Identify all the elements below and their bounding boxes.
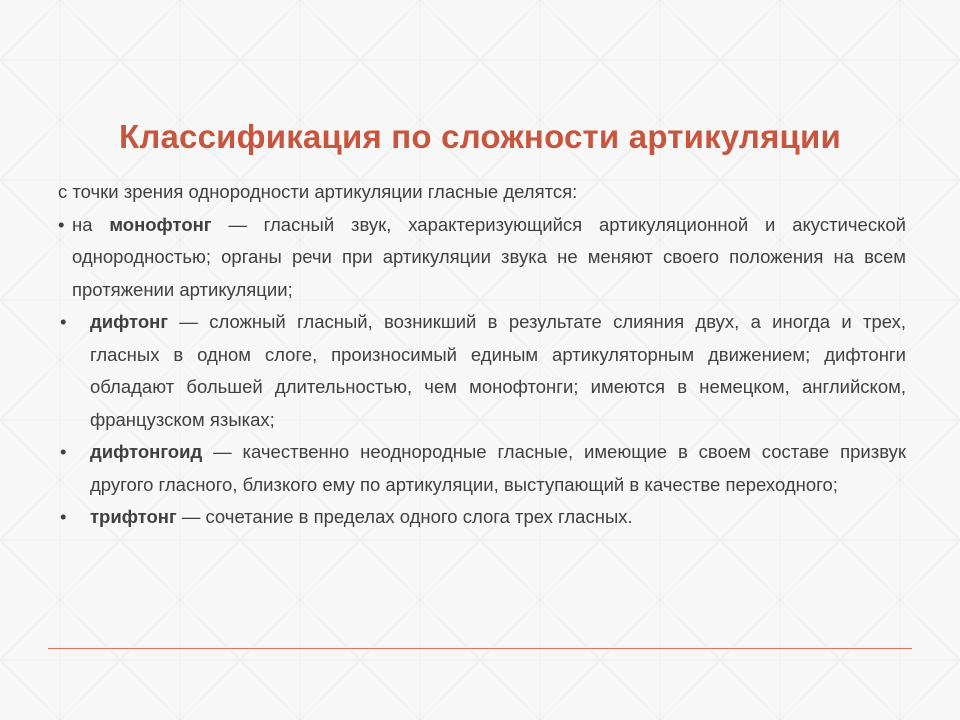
- term-diphthongoid: дифтонгоид: [90, 441, 203, 462]
- list-item-triphthong: [58, 501, 906, 534]
- term-triphthong: трифтонг: [90, 506, 177, 527]
- classification-list: [58, 209, 906, 534]
- item-description: — сложный гласный, возникший в результате слияния двух, а иногда и трех, гласных в одном слоге, произносимый единым артикуляторным движением; дифтонги обладают большей длительностью, чем монофтонги; имеются в немецком, английском, французском языках;: [90, 311, 906, 430]
- list-item-monophthong: [58, 209, 906, 307]
- bullet-icon: •: [60, 441, 67, 462]
- bullet-icon: •: [60, 506, 67, 527]
- footer-divider: [48, 648, 912, 649]
- intro-text: с точки зрения однородности артикуляции гласные делятся:: [58, 181, 578, 202]
- term-diphthong: дифтонг: [90, 311, 169, 332]
- bullet-icon: •: [60, 311, 67, 332]
- term-monophthong: монофтонг: [109, 213, 212, 235]
- item-description: — качественно неоднородные гласные, имеющие в своем составе призвук другого гласного, близкого ему по артикуляции, выступающий в качестве переходного;: [90, 441, 906, 495]
- list-item-diphthong: [58, 306, 906, 436]
- item-description: — сочетание в пределах одного слога трех гласных.: [176, 506, 633, 527]
- item-prefix: на: [72, 213, 110, 235]
- list-item-diphthongoid: [58, 436, 906, 501]
- bullet-icon: •: [58, 213, 65, 235]
- slide-title: Классификация по сложности артикуляции: [119, 118, 841, 155]
- item-description: — гласный звук, характеризующийся артикуляционной и акустической однородностью; органы речи при артикуляции звука не меняют своего положения на всем протяжении артикуляции;: [72, 213, 906, 300]
- slide-content: [58, 176, 906, 534]
